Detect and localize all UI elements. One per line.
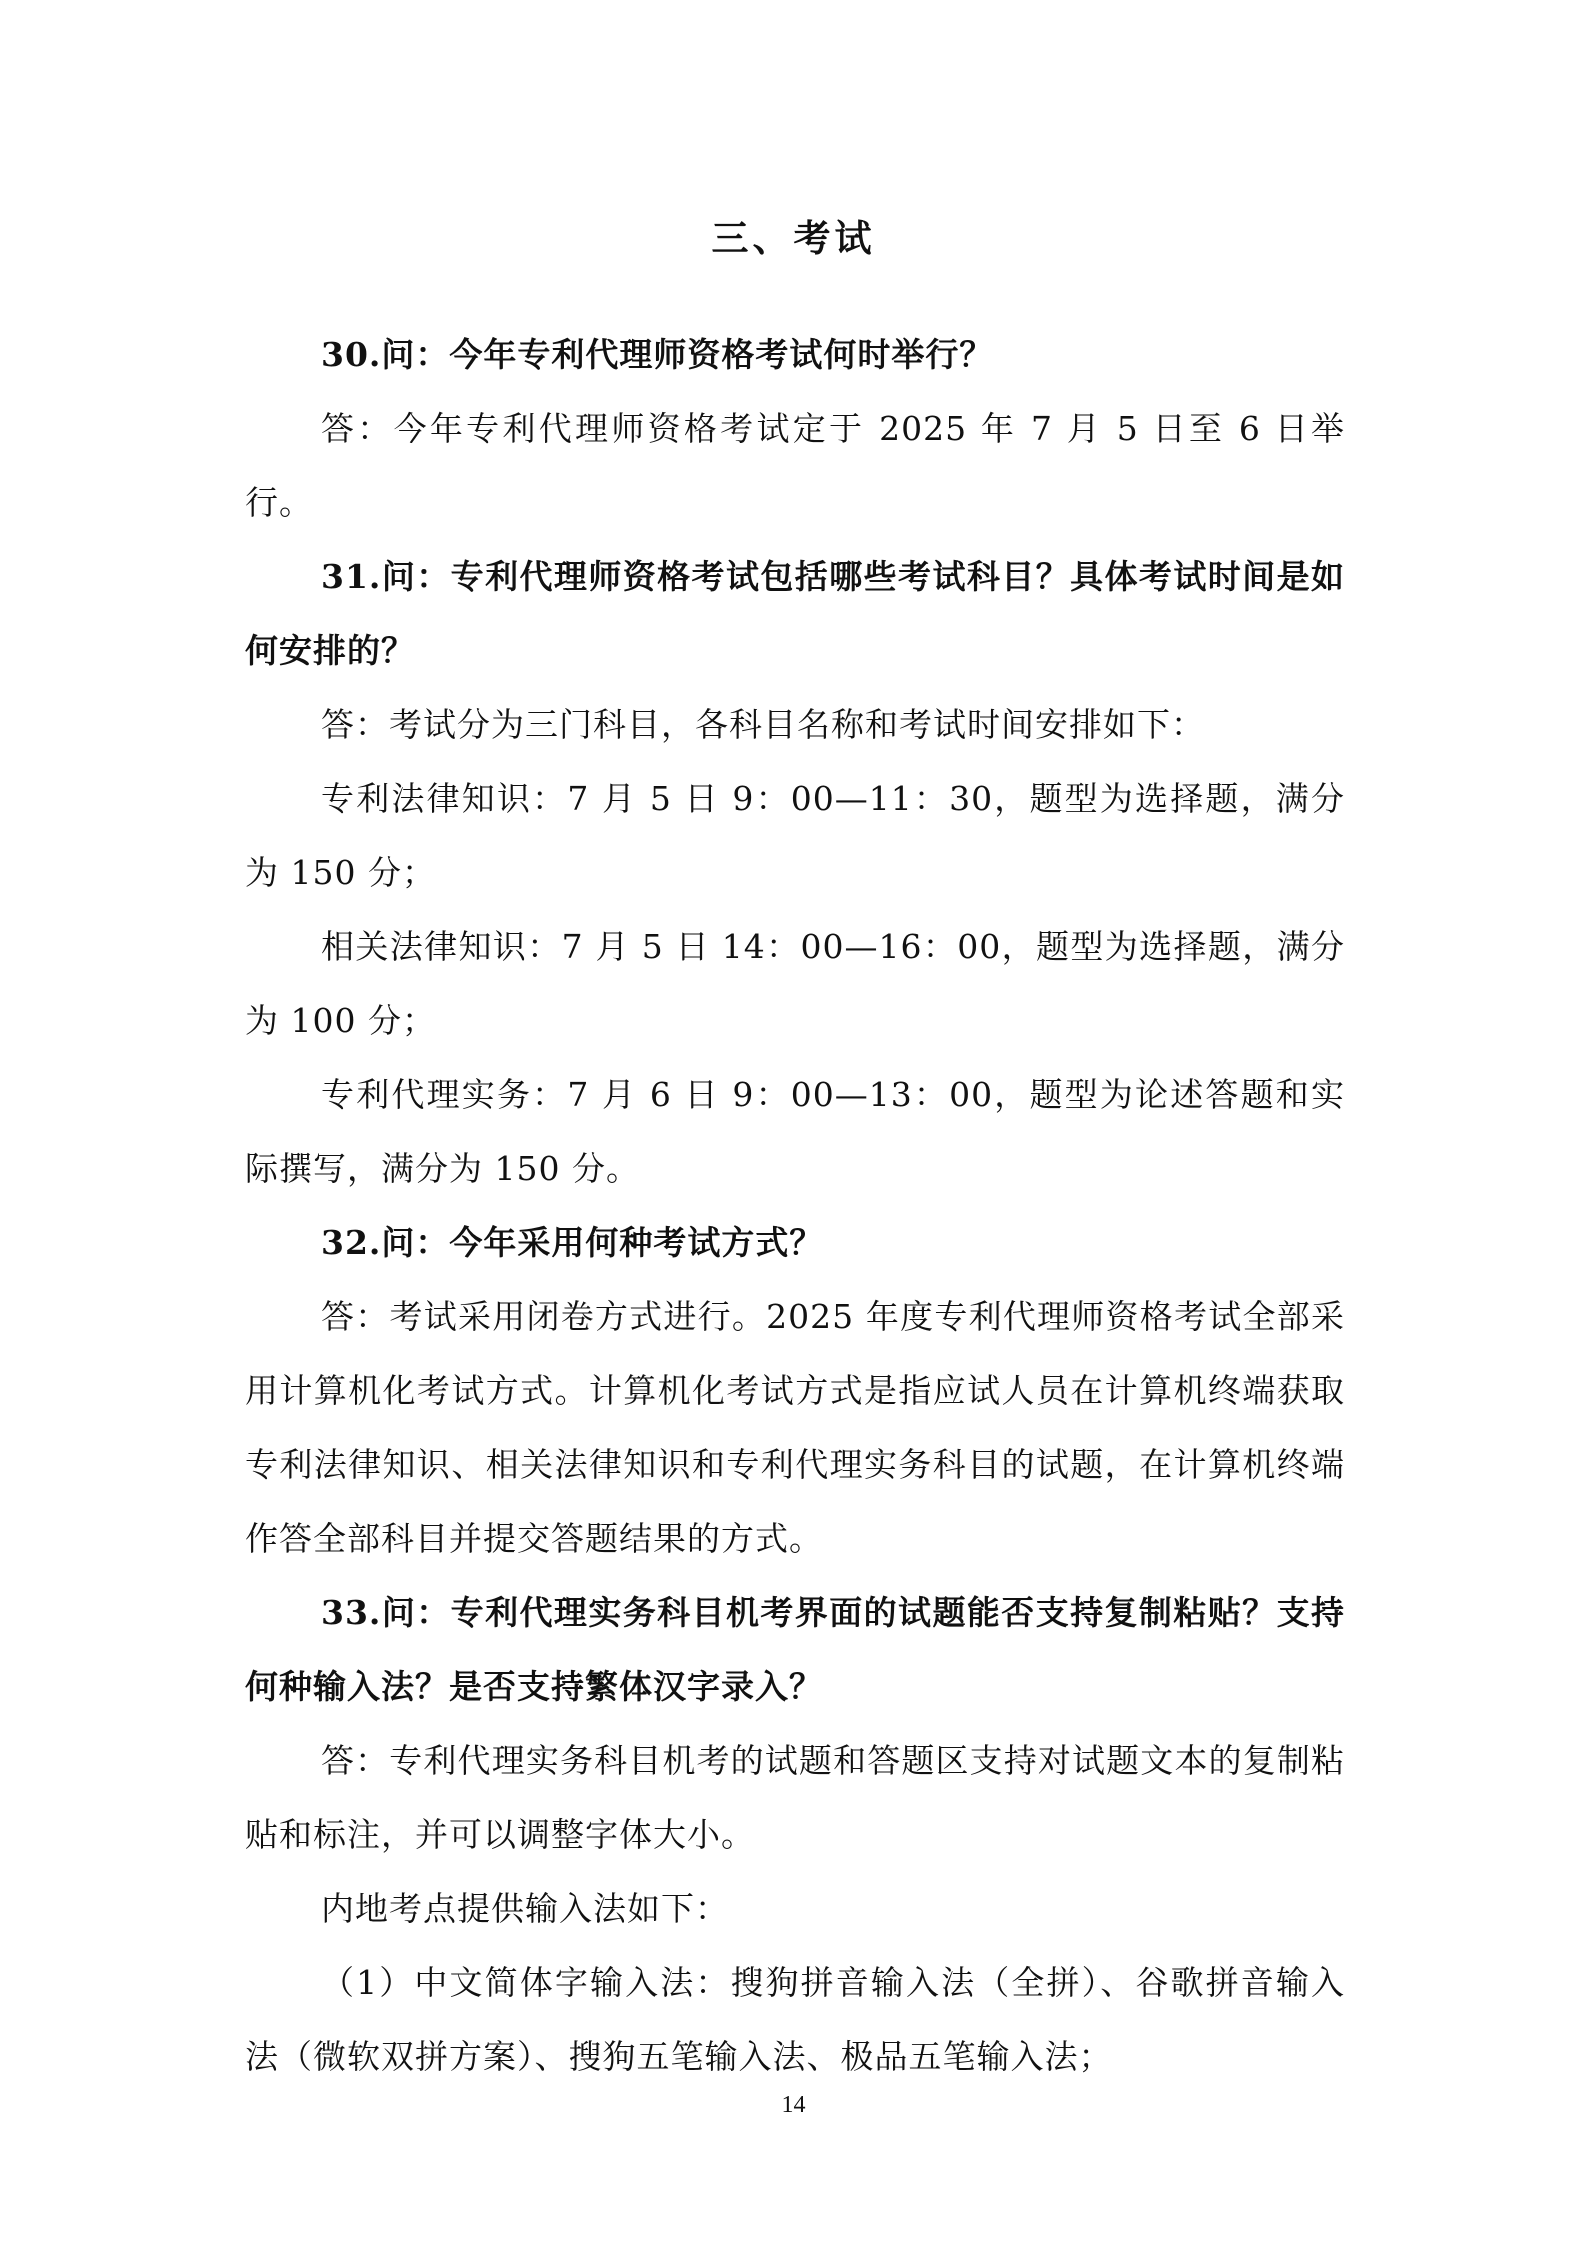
- question-number: 30.: [321, 335, 382, 374]
- question-number: 31.: [321, 557, 382, 596]
- question-30: [245, 318, 1345, 392]
- answer-31-item: 相关法律知识：7 月 5 日 14：00—16：00，题型为选择题，满分为 100 分；: [245, 927, 1345, 1040]
- question-number: 33.: [321, 1593, 382, 1632]
- answer-33-intro: 内地考点提供输入法如下：: [321, 1889, 729, 1928]
- section-title: 三、考试: [711, 216, 876, 260]
- question-text: 问：专利代理实务科目机考界面的试题能否支持复制粘贴？支持何种输入法？是否支持繁体汉字录入？: [245, 1593, 1345, 1706]
- answer-31: 答：考试分为三门科目，各科目名称和考试时间安排如下：: [321, 705, 1205, 744]
- question-31: [245, 540, 1345, 688]
- answer-31-item: 专利代理实务：7 月 6 日 9：00—13：00，题型为论述答题和实际撰写，满分为 150 分。: [245, 1075, 1345, 1188]
- question-text: 问：今年专利代理师资格考试何时举行？: [381, 335, 994, 374]
- document-body: [245, 318, 1345, 2094]
- answer-33: 答：专利代理实务科目机考的试题和答题区支持对试题文本的复制粘贴和标注，并可以调整字体大小。: [245, 1741, 1345, 1854]
- question-text: 问：今年采用何种考试方式？: [381, 1223, 824, 1262]
- answer-33-item: （1）中文简体字输入法：搜狗拼音输入法（全拼）、谷歌拼音输入法（微软双拼方案）、搜狗五笔输入法、极品五笔输入法；: [245, 1963, 1345, 2076]
- answer-30: 答：今年专利代理师资格考试定于 2025 年 7 月 5 日至 6 日举行。: [245, 409, 1345, 522]
- question-33: [245, 1576, 1345, 1724]
- question-number: 32.: [321, 1223, 382, 1262]
- answer-31-item: 专利法律知识：7 月 5 日 9：00—11：30，题型为选择题，满分为 150 分；: [245, 779, 1345, 892]
- question-32: [245, 1206, 1345, 1280]
- page-number: 14: [781, 2092, 806, 2118]
- answer-32: 答：考试采用闭卷方式进行。2025 年度专利代理师资格考试全部采用计算机化考试方式。计算机化考试方式是指应试人员在计算机终端获取专利法律知识、相关法律知识和专利代理实务科目的试题，在计算机终端作答全部科目并提交答题结果的方式。: [245, 1297, 1345, 1558]
- question-text: 问：专利代理师资格考试包括哪些考试科目？具体考试时间是如何安排的？: [245, 557, 1345, 670]
